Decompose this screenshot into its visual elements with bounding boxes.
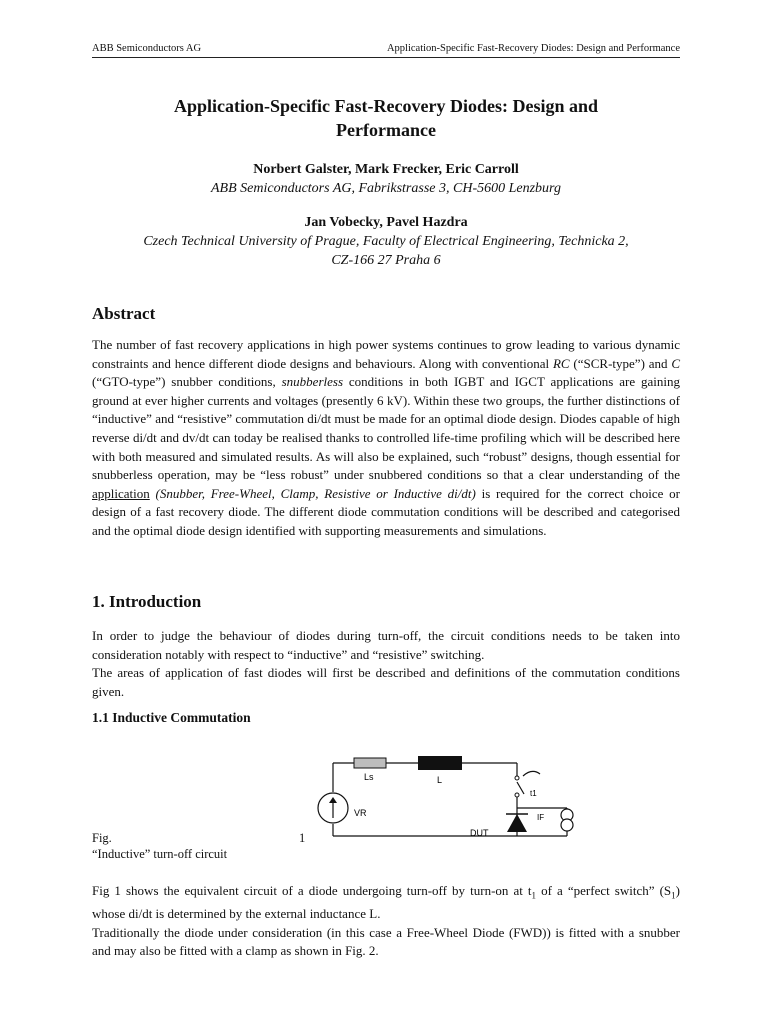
figure-number: 1 xyxy=(299,831,306,845)
abstract-heading: Abstract xyxy=(92,304,156,323)
abstract-paragraph: The number of fast recovery applications in high power systems continues to grow leading to various dynamic constraints and hence different diode designs and behaviours. Along with conventional RC (“SCR-type”) and C (“GTO-type”) snubber conditions, snubberless conditions in both IGBT and IGCT applications are gaining ground at ever higher currents and voltages (presently 6 kV). Within these two groups, the further distinctions of “inductive” and “resistive” commutation di/dt must be made for an optimal diode design. Diodes capable of high reverse di/dt and dv/dt can today be realised thanks to controlled life-time profiling which will be described here with both measured and simulated results. As will also be explained, such “robust” designs, though essential for snubberless operation, may be “less robust” under snubbered conditions so that a clear understanding of the application (Snubber, Free-Wheel, Clamp, Resistive or Inductive di/dt) is required for the correct choice or design of a fast recovery diode. The different diode commutation conditions will be described and categorised and the optimal diode design identified with supporting measurements and simulations. xyxy=(92,337,681,538)
author-block-1 xyxy=(92,160,680,198)
inductive-circuit-figure xyxy=(310,748,590,844)
label-l: L xyxy=(437,775,443,785)
authors-affiliation-1: ABB Semiconductors AG, Fabrikstrasse 3, CH-5600 Lenzburg xyxy=(211,181,561,196)
switch-contact-bottom xyxy=(515,793,519,797)
authors-names-2: Jan Vobecky, Pavel Hazdra xyxy=(304,215,468,230)
switch-contact-top xyxy=(515,776,519,780)
label-vr: VR xyxy=(354,808,367,818)
author-block-2 xyxy=(92,213,680,270)
switch-arrow-arc xyxy=(523,771,540,776)
paper-title: Application-Specific Fast-Recovery Diodes: Design and Performance xyxy=(174,96,598,140)
authors-affiliation-2b: CZ-166 27 Praha 6 xyxy=(331,253,441,268)
intro-p2: The areas of application of fast diodes will first be described and definitions of the commutation conditions given. xyxy=(92,665,680,699)
l-inductor-symbol xyxy=(418,756,462,770)
ls-inductor-symbol xyxy=(354,758,386,768)
figure-caption: Fig. “Inductive” turn-off circuit xyxy=(92,831,228,861)
label-t1: t1 xyxy=(530,789,537,798)
label-dut: DUT xyxy=(470,828,489,838)
header-right: Application-Specific Fast-Recovery Diodes: Design and Performance xyxy=(386,43,680,54)
running-header xyxy=(92,43,680,58)
authors-affiliation-2a: Czech Technical University of Prague, Faculty of Electrical Engineering, Technicka 2, xyxy=(143,234,629,249)
body-paragraph xyxy=(92,882,680,961)
switch-blade xyxy=(517,782,524,794)
body-p4: Traditionally the diode under consideration (in this case a Free-Wheel Diode (FWD)) is fitted with a snubber and may also be fitted with a clamp as shown in Fig. 2. xyxy=(92,924,680,959)
dut-diode-symbol xyxy=(507,814,527,832)
intro-paragraph xyxy=(92,627,680,701)
body-p3: Fig 1 shows the equivalent circuit of a diode undergoing turn-off by turn-on at $t_1$ of a “perfect switch” $(S_1)$ whose di/dt is determined by the external inductance L. xyxy=(92,883,680,922)
label-if: IF xyxy=(537,813,545,822)
section-1-1-heading: 1.1 Inductive Commutation xyxy=(92,710,251,725)
intro-p1: In order to judge the behaviour of diodes during turn-off, the circuit conditions needs to be taken into consideration notably with respect to “inductive” and “resistive” switching. xyxy=(92,628,680,662)
intro-heading: 1. Introduction xyxy=(92,592,202,611)
label-ls: Ls xyxy=(364,772,374,782)
header-left: ABB Semiconductors AG xyxy=(92,43,202,54)
authors-names-1: Norbert Galster, Mark Frecker, Eric Carroll xyxy=(253,162,519,177)
